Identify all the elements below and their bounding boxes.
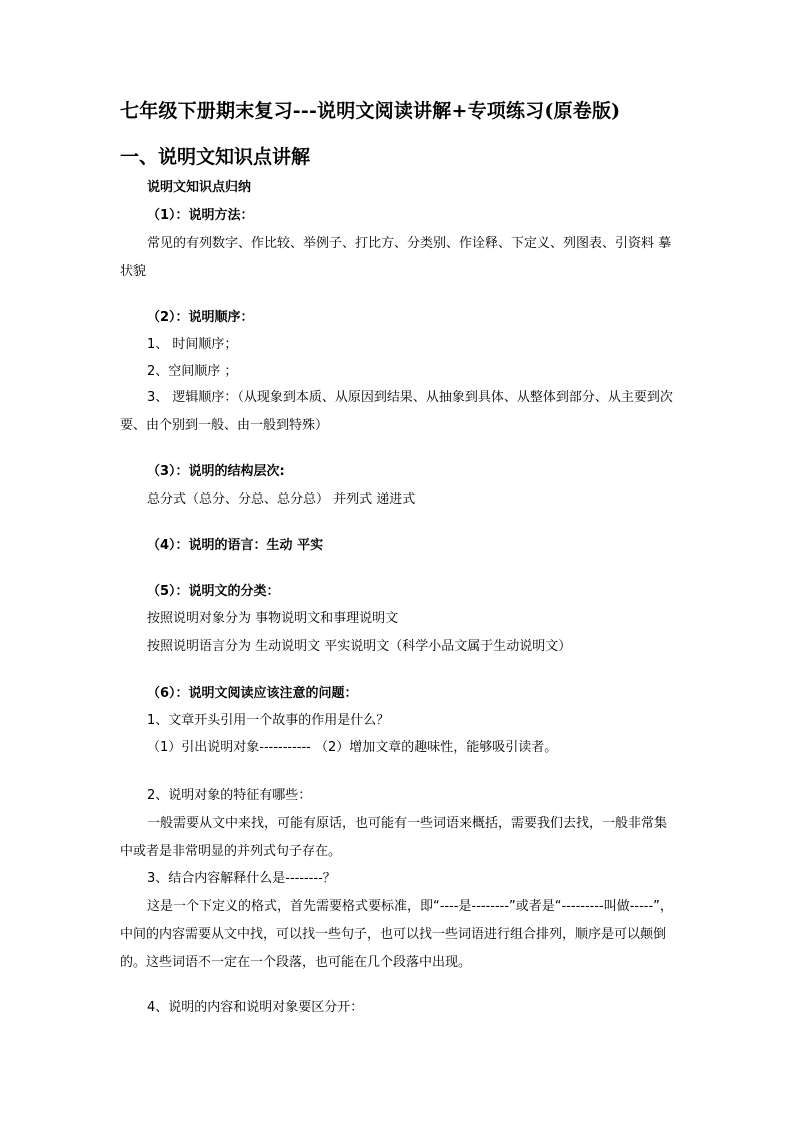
question-1: 1、文章开头引用一个故事的作用是什么？ xyxy=(147,713,390,728)
structure-text: 总分式（总分、分总、总分总） 并列式 递进式 xyxy=(147,492,416,507)
order-heading: （2）：说明顺序： xyxy=(147,310,254,325)
classification-heading: （5）：说明文的分类： xyxy=(147,584,280,599)
classification-line-2: 按照说明语言分为 生动说明文 平实说明文（科学小品文属于生动说明文） xyxy=(147,639,572,654)
order-item-3: 3、 逻辑顺序：（从现象到本质、从原因到结果、从抽象到具体、从整体到部分、从主要到次要、由个别到一般、由一般到特殊） xyxy=(120,390,673,433)
answer-1: （1）引出说明对象----------- （2）增加文章的趣味性，能够吸引读者。 xyxy=(147,740,558,755)
order-item-2: 2、空间顺序 ； xyxy=(147,364,238,379)
document-title: 七年级下册期末复习---说明文阅读讲解+专项练习(原卷版) xyxy=(120,100,621,122)
question-4: 4、说明的内容和说明对象要区分开： xyxy=(147,1000,364,1015)
section-heading: 一、说明文知识点讲解 xyxy=(120,146,311,168)
answer-2: 一般需要从文中来找，可能有原话，也可能有一些词语来概括，需要我们去找，一般非常集中或者是非常明显的并列式句子存在。 xyxy=(120,816,668,859)
order-item-1: 1、 时间顺序； xyxy=(147,337,238,352)
notes-heading: （6）：说明文阅读应该注意的问题： xyxy=(147,686,358,701)
subsection-title: 说明文知识点归纳 xyxy=(147,180,252,195)
question-3: 3、结合内容解释什么是--------？ xyxy=(147,871,336,886)
classification-line-1: 按照说明对象分为 事物说明文和事理说明文 xyxy=(147,611,399,626)
methods-text: 常见的有列数字、作比较、举例子、打比方、分类别、作诠释、下定义、列图表、引资料 摹状貌 xyxy=(120,236,672,279)
language-heading: （4）：说明的语言：生动 平实 xyxy=(147,538,324,553)
structure-heading: （3）：说明的结构层次: xyxy=(147,464,285,479)
question-2: 2、说明对象的特征有哪些： xyxy=(147,788,312,803)
methods-heading: （1）：说明方法： xyxy=(147,208,254,223)
answer-3: 这是一个下定义的格式，首先需要格式要标准，即“----是--------”或者是“---------叫做-----”，中间的内容需要从文中找，可以找一些句子，也可以找一些词语进行组合排列，顺序是可以颠倒的。这些词语不一定在一个段落，也可能在几个段落中出现。 xyxy=(120,899,673,970)
